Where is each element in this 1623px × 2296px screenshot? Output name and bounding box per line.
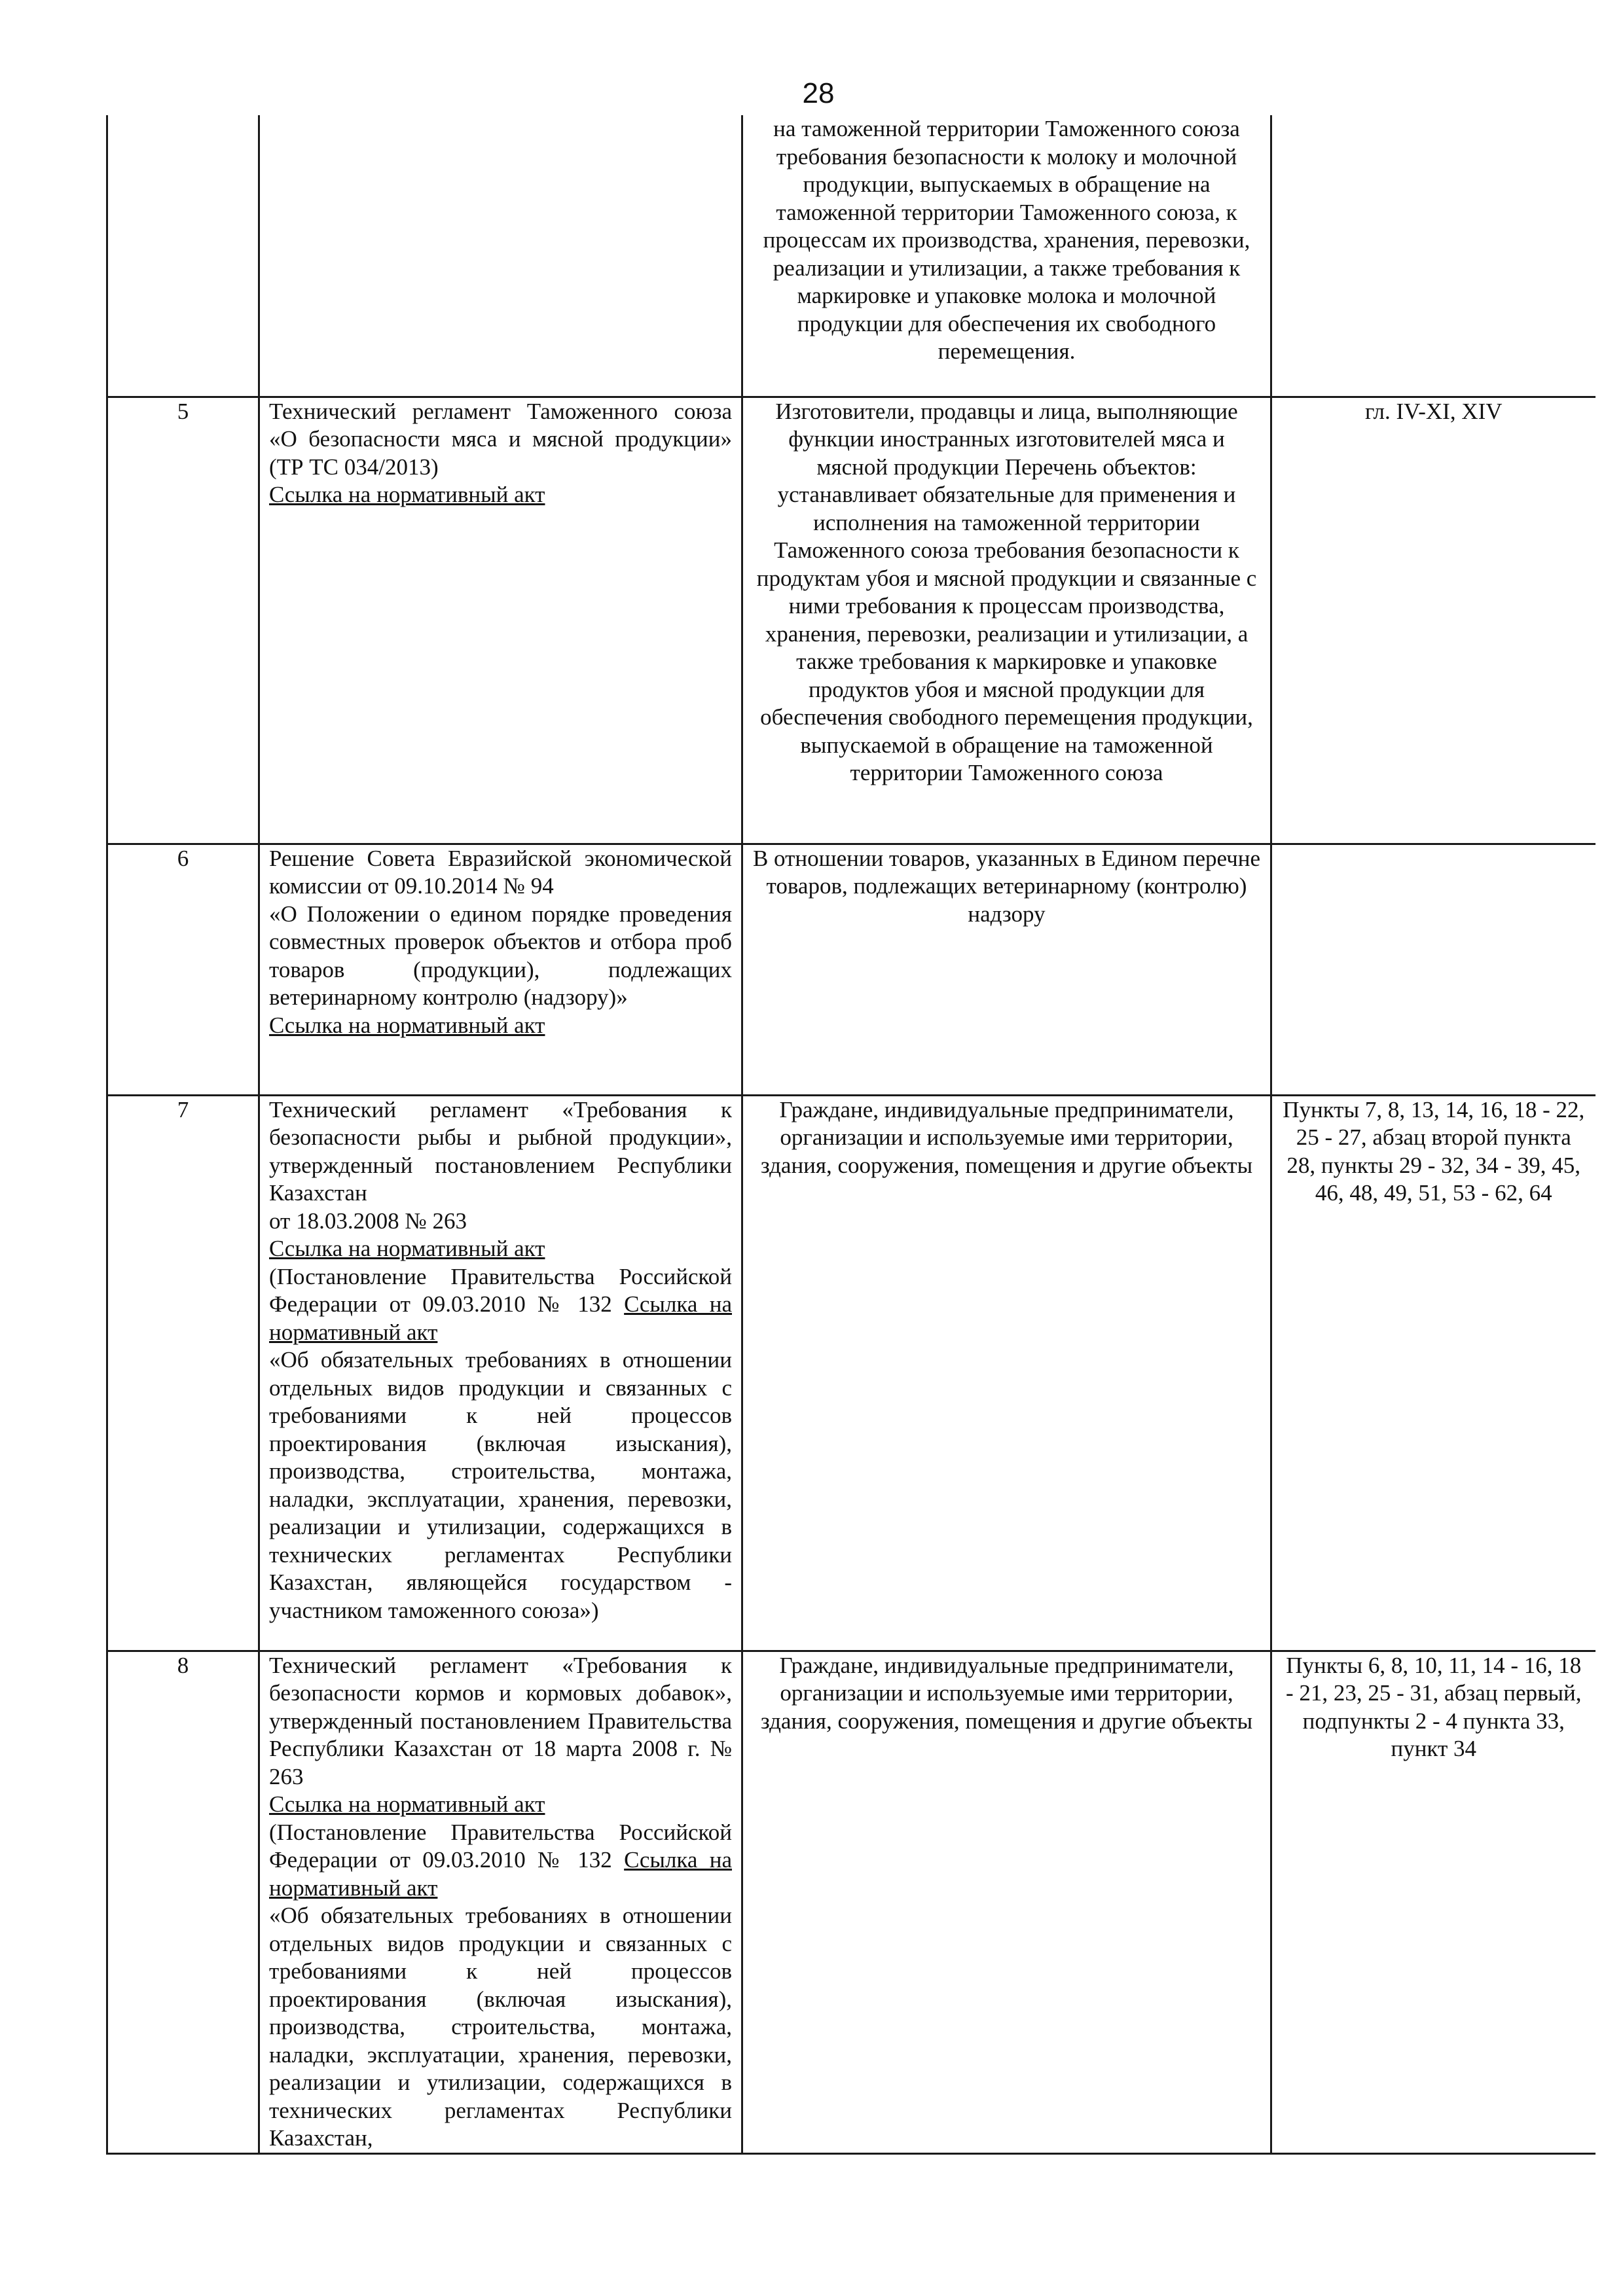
table-row (107, 844, 1596, 1095)
regulation-objects: Изготовители, продавцы и лица, выполняющие функции иностранных изготовителей мяса и мясной продукции Перечень объектов: устанавливает обязательные для применения и исполнения на таможенной территории Таможенного союза требования безопасности к продуктам убоя и мясной продукции и связанные с ними требования к процессам производства, хранения, перевозки, реализации и утилизации, а также требования к маркировке и упаковке продуктов убоя и мясной продукции для обеспечения свободного перемещения продукции, выпускаемой в обращение на таможенной территории Таможенного союза (742, 397, 1271, 844)
document-title: Решение Совета Евразийской экономической комиссии от 09.10.2014 № 94 (269, 845, 732, 899)
regulation-requirements (1271, 844, 1596, 1095)
regulation-link[interactable]: Ссылка на нормативный акт (269, 1847, 732, 1901)
regulation-requirements (1271, 115, 1596, 397)
row-number: 8 (107, 1651, 259, 2153)
document-reference-text: (Постановление Правительства Российской Федерации от 09.03.2010 № 132 (269, 1263, 732, 1317)
row-number: 5 (107, 397, 259, 844)
document-reference (269, 1263, 732, 1347)
document-subject: «О Положении о едином порядке проведения совместных проверок объектов и отбора проб товаров (продукции), подлежащих ветеринарному контролю (надзору)» (269, 901, 732, 1010)
regulation-document (259, 1095, 742, 1651)
regulation-objects: Граждане, индивидуальные предприниматели, организации и используемые ими территории, здания, сооружения, помещения и другие объекты (742, 1651, 1271, 2153)
page-number: 28 (802, 77, 835, 109)
document-reference (269, 1819, 732, 1903)
regulation-link[interactable]: Ссылка на нормативный акт (269, 1012, 545, 1038)
document-reference-text: (Постановление Правительства Российской Федерации от 09.03.2010 № 132 (269, 1819, 732, 1873)
document-date: от 18.03.2008 № 263 (269, 1208, 467, 1234)
document-title: Технический регламент «Требования к безопасности кормов и кормовых добавок», утвержденный постановлением Правительства Республики Казахстан от 18 марта 2008 г. № 263 (269, 1652, 732, 1789)
regulation-requirements: гл. IV-XI, XIV (1271, 397, 1596, 844)
regulation-link[interactable]: Ссылка на нормативный акт (269, 482, 545, 507)
table-row (107, 115, 1596, 397)
row-number (107, 115, 259, 397)
regulation-objects: на таможенной территории Таможенного союза требования безопасности к молоку и молочной продукции, выпускаемых в обращение на таможенной территории Таможенного союза, к процессам их производства, хранения, перевозки, реализации и утилизации, а также требования к маркировке и упаковке молока и молочной продукции для обеспечения их свободного перемещения. (742, 115, 1271, 397)
regulation-document (259, 115, 742, 397)
document-title: Технический регламент «Требования к безопасности рыбы и рыбной продукции», утвержденный постановлением Республики Казахстан (269, 1096, 732, 1206)
table-row (107, 397, 1596, 844)
row-number: 7 (107, 1095, 259, 1651)
regulation-objects: Граждане, индивидуальные предприниматели, организации и используемые ими территории, здания, сооружения, помещения и другие объекты (742, 1095, 1271, 1651)
document-subject: «Об обязательных требованиях в отношении отдельных видов продукции и связанных с требованиями к ней процессов проектирования (включая изыскания), производства, строительства, монтажа, наладки, эксплуатации, хранения, перевозки, реализации и утилизации, содержащихся в технических регламентах Республики Казахстан, (269, 1903, 732, 2151)
table-row (107, 1651, 1596, 2153)
regulation-link[interactable]: Ссылка на нормативный акт (269, 1291, 732, 1345)
regulations-table (106, 115, 1596, 2155)
regulation-link[interactable]: Ссылка на нормативный акт (269, 1791, 545, 1817)
document-title: Технический регламент Таможенного союза «О безопасности мяса и мясной продукции» (ТР ТС 034/2013) (269, 398, 732, 480)
regulation-document (259, 1651, 742, 2153)
regulation-document (259, 844, 742, 1095)
regulation-requirements: Пункты 6, 8, 10, 11, 14 - 16, 18 - 21, 23, 25 - 31, абзац первый, подпункты 2 - 4 пункта 33, пункт 34 (1271, 1651, 1596, 2153)
regulation-requirements: Пункты 7, 8, 13, 14, 16, 18 - 22, 25 - 27, абзац второй пункта 28, пункты 29 - 32, 34 - 39, 45, 46, 48, 49, 51, 53 - 62, 64 (1271, 1095, 1596, 1651)
document-subject: «Об обязательных требованиях в отношении отдельных видов продукции и связанных с требованиями к ней процессов проектирования (включая изыскания), производства, строительства, монтажа, наладки, эксплуатации, хранения, перевозки, реализации и утилизации, содержащихся в технических регламентах Республики Казахстан, являющейся государством - участником таможенного союза») (269, 1347, 732, 1623)
regulation-document (259, 397, 742, 844)
regulation-link[interactable]: Ссылка на нормативный акт (269, 1236, 545, 1261)
table-row (107, 1095, 1596, 1651)
regulation-objects: В отношении товаров, указанных в Едином перечне товаров, подлежащих ветеринарному (контролю) надзору (742, 844, 1271, 1095)
row-number: 6 (107, 844, 259, 1095)
